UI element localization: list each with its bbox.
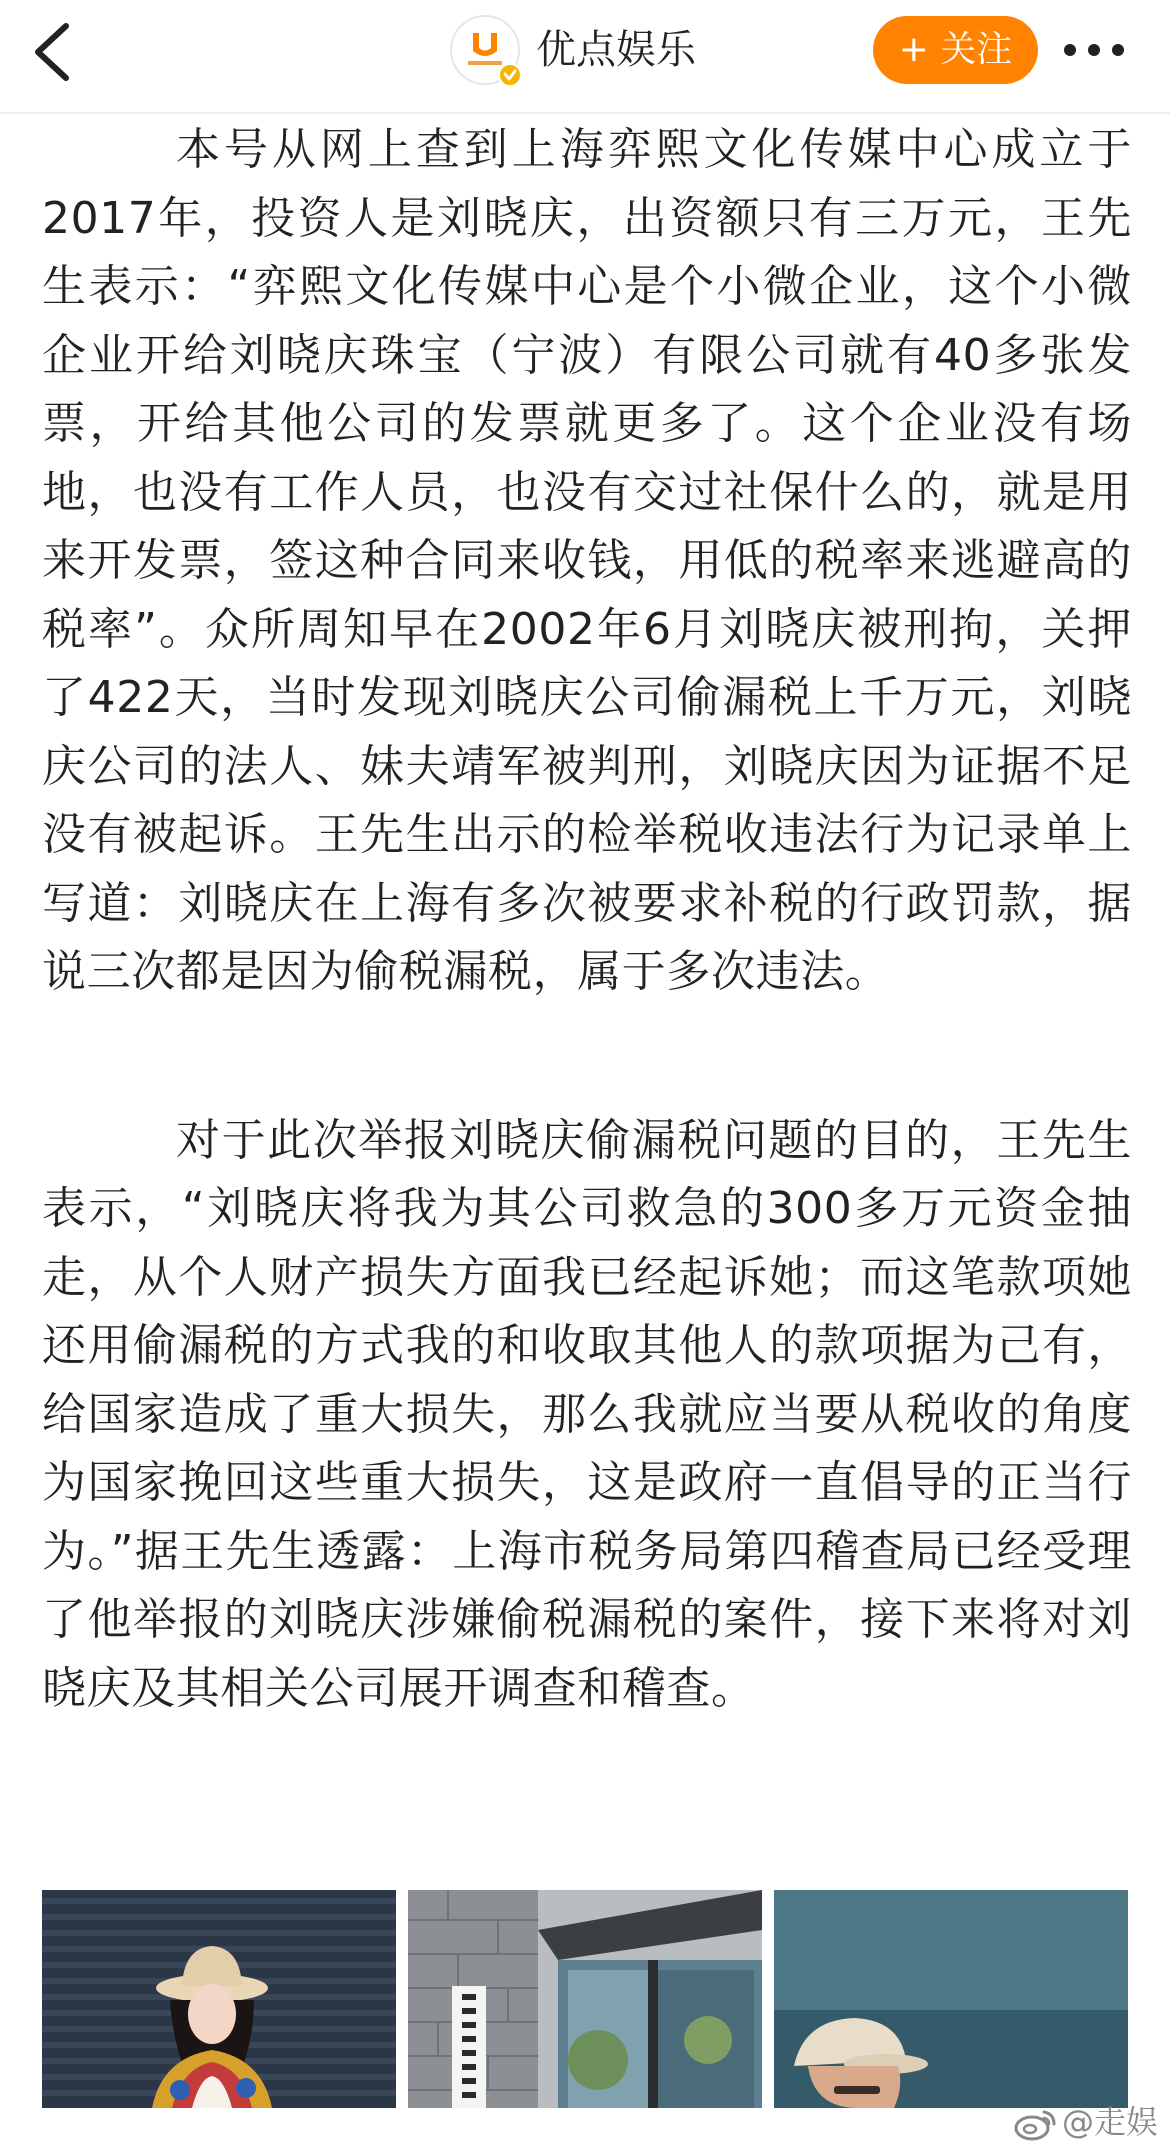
more-dots-icon — [1058, 26, 1130, 74]
more-options-button[interactable] — [1058, 26, 1130, 74]
weibo-icon — [1014, 2106, 1058, 2142]
photo-tax-bureau-building[interactable] — [408, 1890, 762, 2108]
chevron-left-icon — [24, 14, 84, 86]
article-paragraph-2: 对于此次举报刘晓庆偷漏税问题的目的，王先生表示，“刘晓庆将我为其公司救急的300多万元资金抽走，从个人财产损失方面我已经起诉她；而这笔款项她还用偷漏税的方式我的和收取其他人的款项据为己有，给国家造成了重大损失，那么我就应当要从税收的角度为国家挽回这些重大损失，这是政府一直倡导的正当行为。”据王先生透露：上海市税务局第四稽查局已经受理了他举报的刘晓庆涉嫌偷税漏税的案件，接下来将对刘晓庆及其相关公司展开调查和稽查。 — [42, 1114, 1132, 1714]
photo-man-in-cap[interactable] — [774, 1890, 1128, 2108]
article-paragraph-1: 本号从网上查到上海弈熙文化传媒中心成立于2017年，投资人是刘晓庆，出资额只有三万元，王先生表示：“弈熙文化传媒中心是个小微企业，这个小微企业开给刘晓庆珠宝（宁波）有限公司就有40多张发票，开给其他公司的发票就更多了。这个企业没有场地，也没有工作人员，也没有交过社保什么的，就是用来开发票，签这种合同来收钱，用低的税率来逃避高的税率”。众所周知早在2002年6月刘晓庆被刑拘，关押了422天，当时发现刘晓庆公司偷漏税上千万元，刘晓庆公司的法人、妹夫靖军被判刑，刘晓庆因为证据不足没有被起诉。王先生出示的检举税收违法行为记录单上写道：刘晓庆在上海有多次被要求补税的行政罚款，据说三次都是因为偷税漏税，属于多次违法。 — [42, 124, 1132, 997]
account-avatar[interactable] — [450, 15, 520, 85]
bottom-bar — [0, 2108, 1170, 2151]
photo-woman-in-hat[interactable] — [42, 1890, 396, 2108]
back-button[interactable] — [24, 14, 84, 86]
article-body — [42, 116, 1132, 1723]
account-name[interactable]: 优点娱乐 — [536, 27, 696, 73]
follow-button[interactable]: + 关注 — [873, 16, 1038, 84]
watermark — [1014, 2100, 1158, 2144]
top-nav-bar — [0, 0, 1170, 114]
watermark-text: @走娱 — [1061, 2103, 1158, 2141]
photo-grid — [42, 1890, 1132, 2108]
verified-badge-icon — [498, 63, 522, 87]
